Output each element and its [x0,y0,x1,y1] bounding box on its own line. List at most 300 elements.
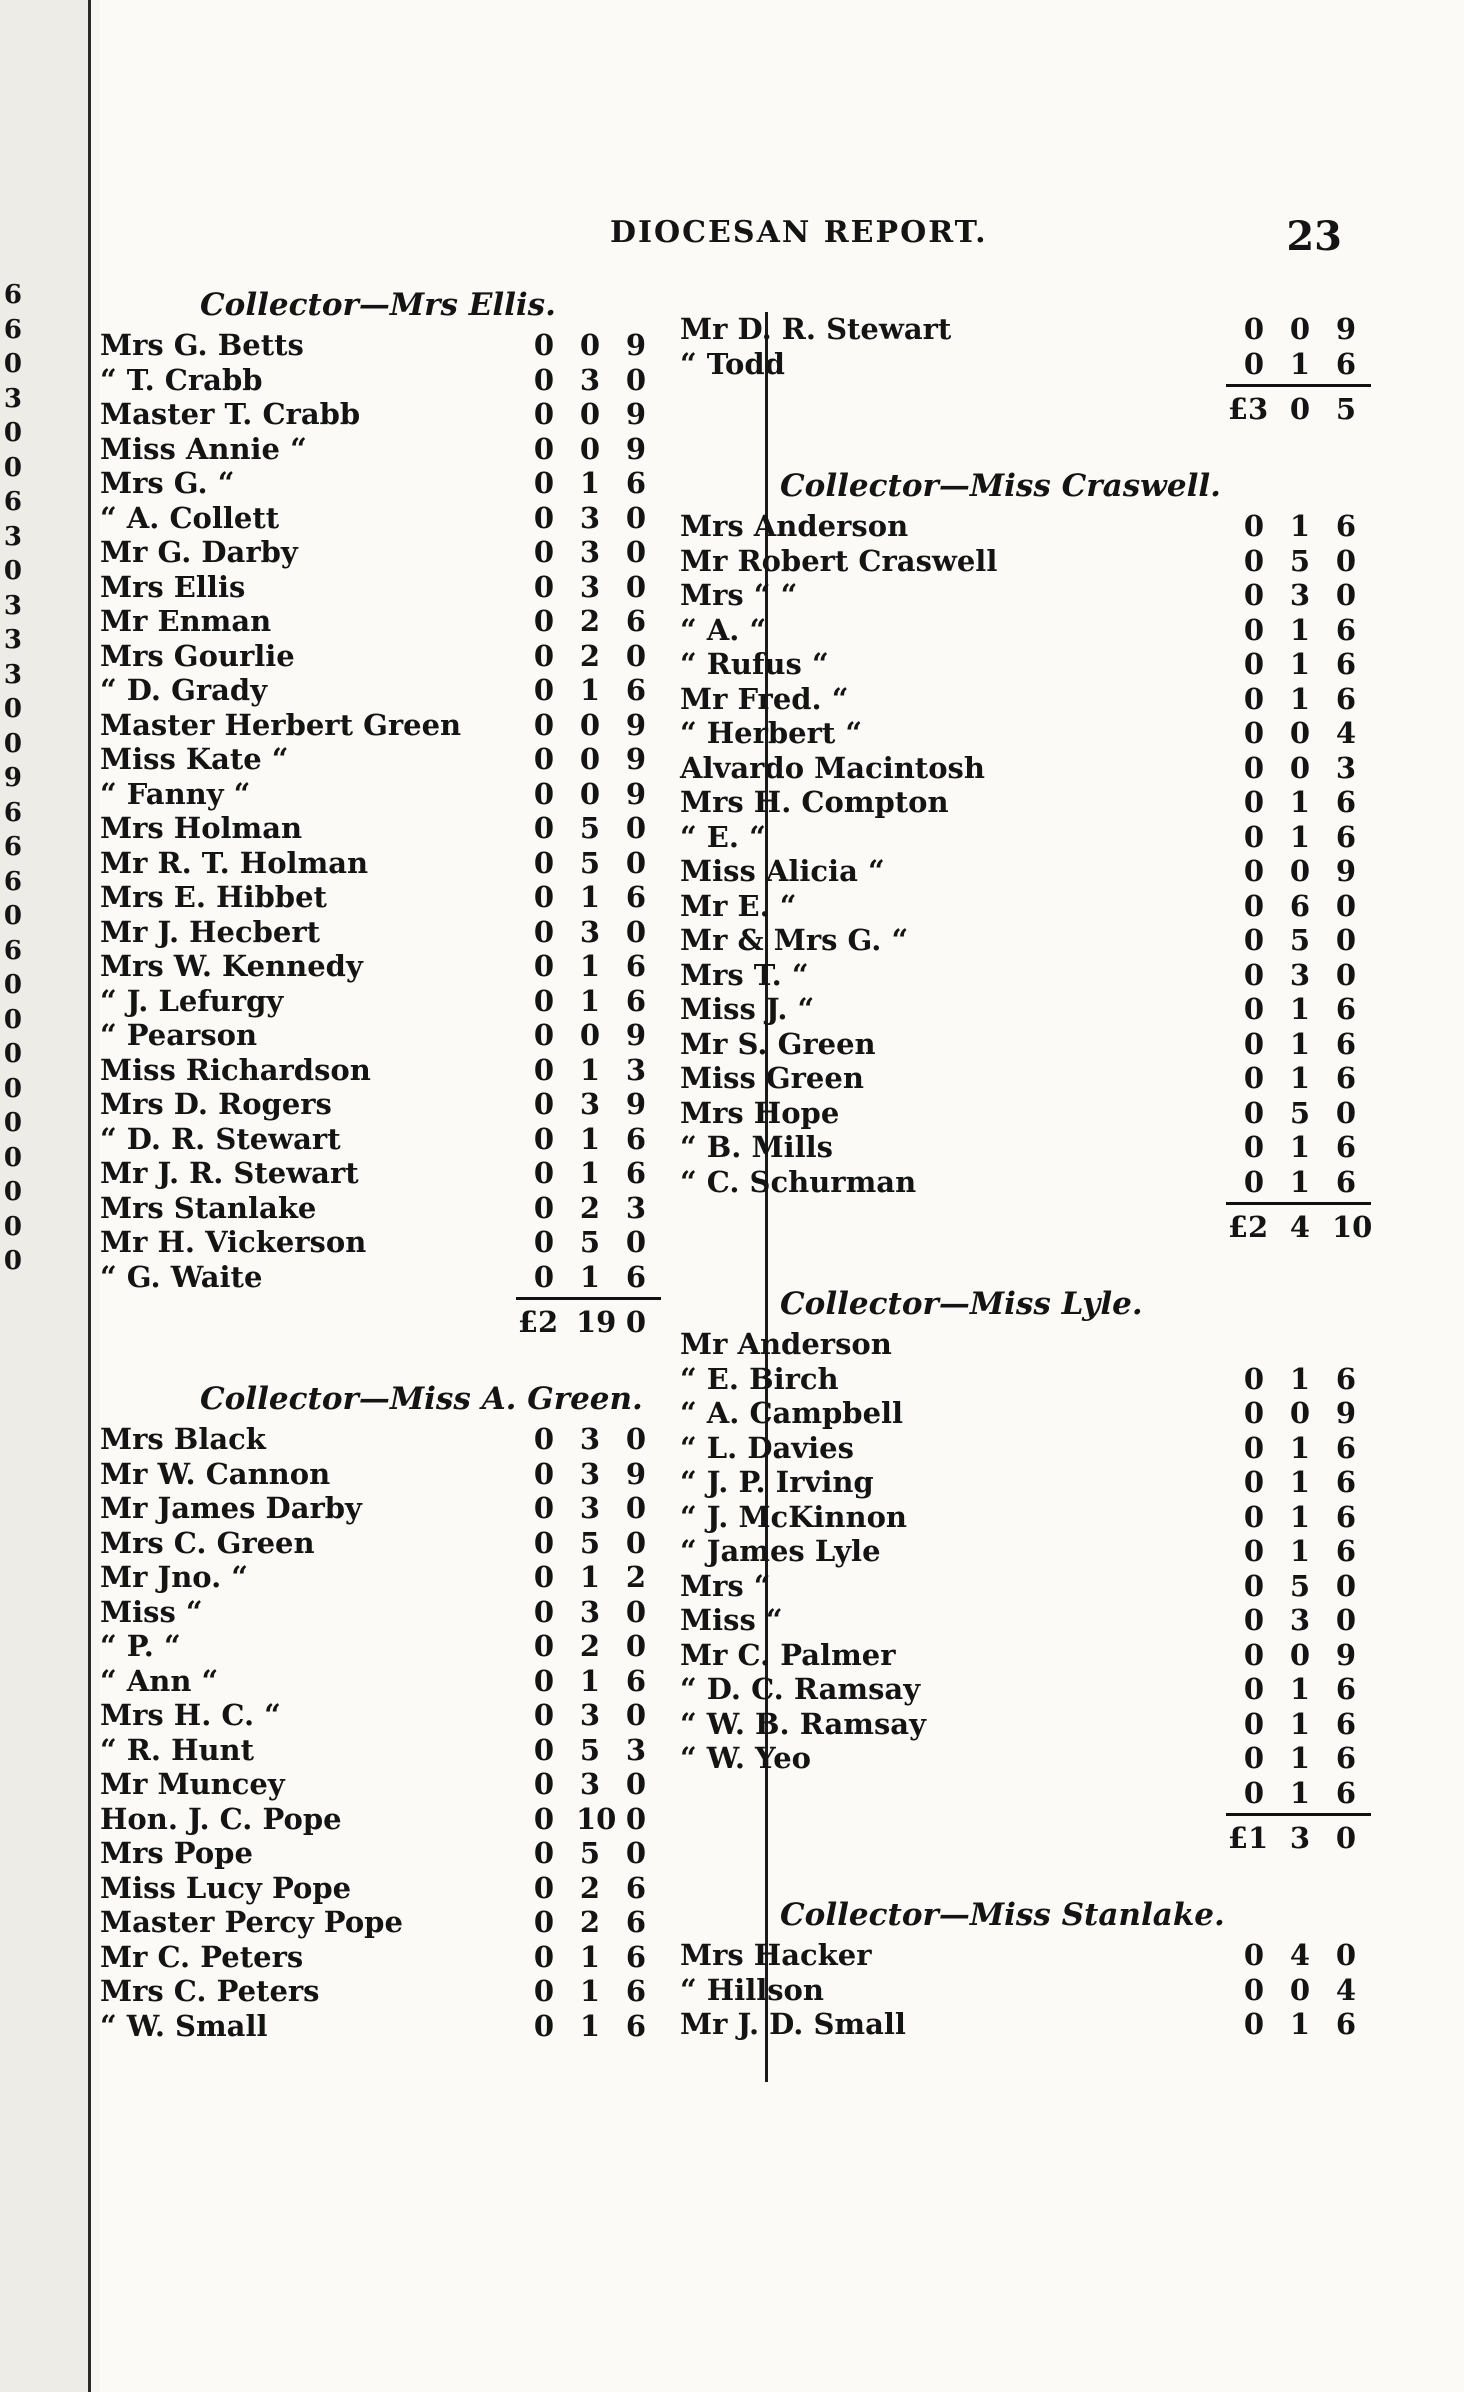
amount-pounds: 0 [533,535,555,569]
amount-shillings: 1 [1289,1026,1311,1061]
total-shillings: 0 [1289,392,1311,426]
donor-name: Mr D. R. Stewart [680,312,952,346]
amount-pence: 6 [1335,1430,1357,1465]
donor-entry [100,1629,660,1664]
amount-pence: 6 [625,604,647,638]
amount-pounds: 0 [533,1121,555,1156]
left-page-digit: 6 [3,314,22,345]
donor-entry [680,1165,1370,1200]
donor-entry [680,1534,1370,1569]
amount-pence: 0 [1335,888,1357,923]
amount-pounds: 0 [1243,543,1265,578]
donor-name: “ Pearson [100,1018,258,1052]
amount-shillings: 3 [579,1491,601,1525]
donor-entry [100,466,660,501]
donor-name: “ W. Small [100,2008,268,2043]
donor-entry [680,1603,1370,1638]
sum-rule [100,1294,660,1302]
donor-name: “ W. B. Ramsay [680,1706,926,1741]
donor-name: Miss Lucy Pope [100,1870,352,1905]
left-column [100,282,660,2077]
amount-shillings: 1 [579,466,601,500]
amount-pence: 0 [625,500,647,535]
donor-name: Mrs E. Hibbet [100,880,327,914]
page-number: 23 [1286,213,1342,260]
total-pounds: £2 [1227,1210,1269,1244]
donor-name: Miss Green [680,1061,864,1095]
donor-name: “ E. “ [680,819,766,854]
amount-pence: 6 [625,1121,647,1156]
amount-shillings: 3 [579,362,601,397]
amount-pounds: 0 [1243,854,1265,888]
donor-name: Miss “ [680,1603,783,1637]
amount-shillings: 5 [1289,1095,1311,1130]
donor-entry [680,923,1370,958]
amount-pence: 0 [625,914,647,949]
amount-pence: 9 [1335,312,1357,346]
amount-shillings: 3 [579,500,601,535]
left-page-digit: 3 [3,659,22,690]
donor-name: Mrs Black [100,1422,266,1456]
left-page-digit: 6 [3,797,22,828]
amount-shillings: 1 [579,1974,601,2008]
donor-name: “ Fanny “ [100,776,251,811]
donor-entry [100,1974,660,2009]
amount-pence: 3 [625,1732,647,1767]
amount-pounds: 0 [1243,1706,1265,1741]
amount-pounds: 0 [533,811,555,845]
donor-entry [100,1225,660,1260]
donor-entry [100,570,660,605]
amount-pounds: 0 [1243,1164,1265,1199]
donor-name: Mrs H. Compton [680,785,949,819]
donor-name: Master Percy Pope [100,1905,403,1939]
amount-pounds: 0 [533,362,555,397]
collector-title: Collector—Miss Craswell. [780,468,1221,504]
amount-pence: 0 [625,1525,647,1560]
collector-section [100,282,660,1376]
amount-shillings: 2 [579,1905,601,1939]
donor-entry [100,1733,660,1768]
amount-pence: 6 [1335,785,1357,819]
donor-entry [680,613,1370,648]
amount-pence: 0 [625,1629,647,1663]
donor-entry [680,1569,1370,1604]
amount-pounds: 0 [1243,1499,1265,1534]
amount-pence: 6 [625,1663,647,1698]
donor-name: Mrs Pope [100,1836,253,1870]
amount-pounds: 0 [1243,1061,1265,1095]
donor-name: Mr Muncey [100,1767,285,1801]
amount-pence: 6 [625,1905,647,1939]
donor-entry [680,889,1370,924]
amount-pounds: 0 [533,431,555,466]
amount-pence: 0 [1335,1938,1357,1972]
amount-shillings: 1 [1289,1164,1311,1199]
left-page-digit: 0 [3,1246,22,1276]
donor-entry [680,347,1370,382]
amount-shillings: 1 [579,983,601,1018]
donor-entry [100,1526,660,1561]
donor-name: “ A. “ [680,612,767,647]
amount-shillings: 3 [1289,578,1311,612]
donor-name: “ J. P. Irving [680,1465,874,1499]
amount-shillings: 1 [579,1121,601,1156]
amount-pence: 0 [625,1698,647,1732]
collector-title: Collector—Miss Lyle. [780,1286,1143,1322]
amount-pounds: 0 [533,638,555,673]
amount-pounds: 0 [1243,923,1265,957]
amount-pounds: 0 [533,673,555,707]
amount-pence: 6 [1335,1741,1357,1775]
amount-pounds: 0 [533,1939,555,1974]
total-pounds: £1 [1227,1821,1269,1855]
amount-pounds: 0 [533,1018,555,1052]
amount-shillings: 3 [579,1087,601,1121]
donor-name: “ W. Yeo [680,1741,811,1775]
donor-entry [680,1776,1370,1811]
left-page-digit: 0 [3,349,22,379]
amount-pounds: 0 [1243,1603,1265,1637]
amount-pence: 6 [625,1259,647,1294]
left-page-digit: 3 [3,625,22,655]
amount-shillings: 1 [579,2008,601,2043]
amount-shillings: 0 [579,742,601,776]
amount-shillings: 4 [1289,1938,1311,1972]
amount-pounds: 0 [1243,957,1265,992]
donor-entry [100,1087,660,1122]
amount-pence: 9 [625,1456,647,1491]
amount-shillings: 1 [579,1052,601,1087]
donor-entry [100,328,660,363]
donor-name: Mrs C. Peters [100,1974,320,2008]
amount-pence: 6 [1335,1672,1357,1706]
amount-pence: 4 [1335,716,1357,750]
donor-entry [100,535,660,570]
donor-name: “ D. R. Stewart [100,1121,341,1156]
donor-entry [680,1638,1370,1673]
amount-shillings: 1 [1289,1775,1311,1810]
donor-name: Mrs Ellis [100,569,246,604]
amount-shillings: 1 [579,1939,601,1974]
amount-shillings: 2 [579,1629,601,1663]
donor-name: “ E. Birch [680,1361,839,1396]
amount-shillings: 1 [579,1560,601,1594]
amount-shillings: 0 [1289,1637,1311,1672]
amount-shillings: 1 [1289,346,1311,381]
amount-pounds: 0 [533,1836,555,1870]
amount-pence: 9 [625,776,647,811]
page-header [510,213,1342,265]
amount-pounds: 0 [533,880,555,914]
donor-entry [680,785,1370,820]
donor-name: “ Herbert “ [680,716,863,750]
amount-pounds: 0 [533,1560,555,1594]
left-page-digit: 3 [3,383,22,414]
amount-pence: 6 [625,1156,647,1190]
amount-shillings: 0 [579,328,601,362]
amount-pence: 3 [1335,750,1357,785]
donor-name: “ D. Grady [100,673,268,707]
amount-shillings: 1 [1289,1534,1311,1568]
donor-name: “ Ann “ [100,1663,219,1698]
amount-pounds: 0 [533,1422,555,1456]
donor-entry [100,1457,660,1492]
amount-pence: 6 [1335,1061,1357,1095]
amount-pounds: 0 [1243,1095,1265,1130]
donor-entry [680,1130,1370,1165]
donor-entry [100,1940,660,1975]
donor-name: “ R. Hunt [100,1732,255,1767]
left-page-digit: 0 [3,1073,22,1104]
donor-name: Mr J. D. Small [680,2007,906,2041]
donor-name: Mr C. Palmer [680,1637,896,1672]
donor-name: Mr E. “ [680,888,797,923]
amount-pounds: 0 [1243,1972,1265,2007]
total-shillings: 3 [1289,1821,1311,1855]
amount-pounds: 0 [533,1525,555,1560]
donor-entry [100,1664,660,1699]
left-page-digit: 0 [3,694,22,724]
donor-entry [100,639,660,674]
donor-entry [100,1191,660,1226]
donor-entry [100,1018,660,1053]
donor-entry [680,682,1370,717]
donor-name: Mrs Hope [680,1095,840,1130]
section-gap [680,1858,1370,1892]
section-gap [680,2042,1370,2076]
donor-entry [680,1672,1370,1707]
donor-entry [100,1156,660,1191]
amount-pounds: 0 [1243,992,1265,1026]
donor-name: “ D. C. Ramsay [680,1672,921,1706]
donor-name: Mr Enman [100,604,272,638]
donor-name: Mr Jno. “ [100,1560,248,1594]
amount-pence: 0 [625,1801,647,1836]
amount-shillings: 0 [579,431,601,466]
amount-pence: 6 [625,2008,647,2043]
amount-shillings: 3 [1289,957,1311,992]
donor-name: “ A. Collett [100,500,280,535]
amount-pounds: 0 [533,500,555,535]
amount-pounds: 0 [1243,750,1265,785]
sum-rule [680,1810,1370,1818]
amount-pence: 0 [625,569,647,604]
amount-pence: 9 [625,707,647,742]
amount-shillings: 3 [579,1594,601,1629]
amount-pence: 6 [1335,1706,1357,1741]
donor-name: “ Hillson [680,1972,824,2007]
amount-shillings: 5 [579,811,601,845]
amount-shillings: 6 [1289,888,1311,923]
amount-pence: 0 [1335,1568,1357,1603]
amount-pence: 6 [625,1939,647,1974]
amount-pence: 6 [1335,681,1357,716]
amount-pence: 6 [1335,509,1357,543]
donor-entry [100,1802,660,1837]
donor-entry [680,312,1370,347]
amount-pounds: 0 [533,1087,555,1121]
amount-pence: 6 [625,1870,647,1905]
amount-pence: 6 [1335,1465,1357,1499]
amount-pence: 6 [1335,1026,1357,1061]
amount-pounds: 0 [533,1974,555,2008]
amount-pounds: 0 [533,2008,555,2043]
amount-pounds: 0 [533,604,555,638]
amount-pounds: 0 [533,1052,555,1087]
donor-name: Mrs W. Kennedy [100,949,363,983]
amount-shillings: 5 [1289,1568,1311,1603]
left-page-digit: 0 [3,901,22,931]
donor-entry [680,1027,1370,1062]
donor-name: Mrs Stanlake [100,1190,317,1225]
amount-pence: 0 [1335,957,1357,992]
amount-pence: 9 [1335,1637,1357,1672]
collector-section [680,1281,1370,1892]
donor-entry [100,1871,660,1906]
donor-entry [100,846,660,881]
donor-name: “ C. Schurman [680,1164,917,1199]
donor-entry [680,1396,1370,1431]
donor-entry [100,604,660,639]
amount-shillings: 5 [1289,543,1311,578]
left-page-digit: 0 [3,1108,22,1138]
donor-name: Mrs T. “ [680,957,809,992]
amount-pence: 9 [625,431,647,466]
donor-entry [680,716,1370,751]
left-page-digit: 0 [3,1004,22,1035]
collector-title: Collector—Mrs Ellis. [200,287,556,323]
amount-pounds: 0 [533,569,555,604]
amount-shillings: 1 [1289,1706,1311,1741]
amount-pence: 0 [1335,578,1357,612]
amount-shillings: 1 [1289,1130,1311,1164]
amount-shillings: 1 [1289,819,1311,854]
amount-shillings: 3 [579,914,601,949]
donor-entry [100,1122,660,1157]
amount-pence: 0 [625,1225,647,1259]
amount-pounds: 0 [533,1663,555,1698]
donor-entry [100,880,660,915]
amount-pounds: 0 [1243,1026,1265,1061]
amount-pounds: 0 [1243,1361,1265,1396]
amount-shillings: 5 [579,1225,601,1259]
amount-pence: 6 [625,880,647,914]
donor-name: Miss Richardson [100,1052,371,1087]
section-gap [680,1247,1370,1281]
amount-pence: 0 [625,811,647,845]
amount-shillings: 5 [1289,923,1311,957]
donor-entry [100,1767,660,1802]
section-total [680,1818,1370,1858]
amount-pounds: 0 [1243,1568,1265,1603]
donor-name: Mrs Holman [100,811,303,845]
donor-name: Mrs C. Green [100,1525,315,1560]
amount-pence: 0 [625,1491,647,1525]
amount-pounds: 0 [533,1225,555,1259]
left-page-digit: 6 [3,866,22,897]
amount-shillings: 0 [579,397,601,431]
amount-shillings: 5 [579,845,601,880]
amount-pence: 2 [625,1560,647,1594]
section-gap [680,429,1370,463]
donor-name: “ T. Crabb [100,362,263,397]
amount-shillings: 3 [579,1767,601,1801]
amount-shillings: 1 [1289,612,1311,647]
amount-shillings: 0 [1289,854,1311,888]
amount-pounds: 0 [533,1698,555,1732]
amount-pence: 3 [625,1052,647,1087]
amount-pence: 9 [625,397,647,431]
donor-name: Mrs Gourlie [100,638,295,673]
donor-name: Mrs Anderson [680,509,909,543]
donor-name: Mrs “ [680,1568,771,1603]
donor-name: “ James Lyle [680,1534,881,1568]
amount-pounds: 0 [533,1732,555,1767]
donor-entry [680,958,1370,993]
amount-pounds: 0 [533,914,555,949]
amount-shillings: 0 [579,776,601,811]
amount-pence: 6 [625,466,647,500]
donor-entry [100,708,660,743]
amount-shillings: 1 [1289,1430,1311,1465]
donor-entry [680,1096,1370,1131]
amount-pence: 6 [625,673,647,707]
amount-pounds: 0 [1243,1130,1265,1164]
amount-shillings: 1 [1289,509,1311,543]
amount-pence: 0 [625,1836,647,1870]
amount-pounds: 0 [1243,1672,1265,1706]
donor-entry [100,363,660,398]
amount-pounds: 0 [1243,1741,1265,1775]
collector-title: Collector—Miss Stanlake. [780,1897,1225,1933]
left-page-digit: 0 [3,452,22,483]
donor-entry [100,1836,660,1871]
collector-section [100,1376,660,2077]
donor-name: Hon. J. C. Pope [100,1801,342,1836]
amount-pence: 6 [1335,819,1357,854]
amount-pounds: 0 [533,466,555,500]
donor-name: Mrs G. Betts [100,328,304,362]
donor-entry [680,751,1370,786]
amount-shillings: 5 [579,1836,601,1870]
amount-shillings: 1 [1289,1741,1311,1775]
total-pence: 10 [1332,1210,1373,1244]
donor-name: “ J. McKinnon [680,1499,908,1534]
donor-entry [680,1061,1370,1096]
amount-pounds: 0 [533,1594,555,1629]
donor-entry [680,509,1370,544]
amount-pence: 6 [1335,1164,1357,1199]
donor-name: “ A. Campbell [680,1396,904,1430]
donor-entry [680,1500,1370,1535]
donor-entry [680,1707,1370,1742]
donor-entry [100,1595,660,1630]
amount-pounds: 0 [533,1801,555,1836]
amount-pence: 0 [625,1422,647,1456]
total-pounds: £3 [1227,392,1269,426]
page [100,0,1464,2392]
donor-entry [680,854,1370,889]
amount-shillings: 1 [1289,681,1311,716]
amount-pence: 9 [625,742,647,776]
donor-name: “ L. Davies [680,1430,854,1465]
left-page-digit: 0 [3,728,22,759]
donor-entry [100,1905,660,1940]
amount-pence: 0 [1335,1603,1357,1637]
amount-pounds: 0 [533,1767,555,1801]
amount-pence: 6 [1335,1775,1357,1810]
